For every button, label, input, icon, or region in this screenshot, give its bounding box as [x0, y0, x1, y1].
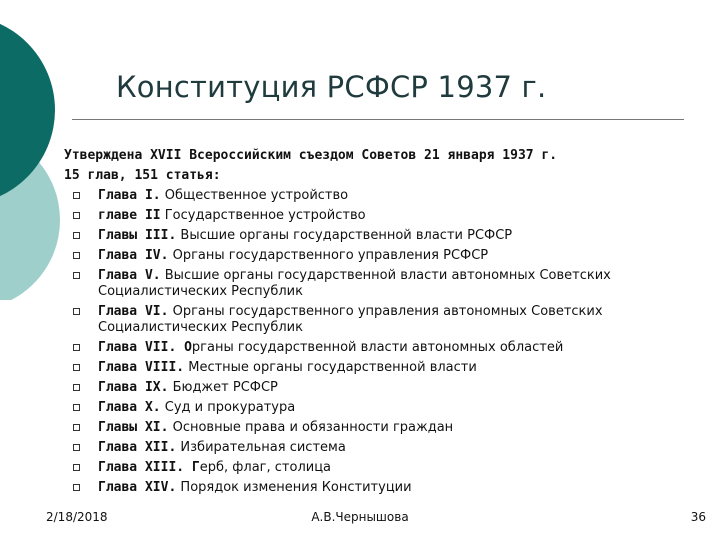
slide-title: Конституция РСФСР 1937 г.	[116, 70, 547, 104]
list-item: Глава V. Высшие органы государственной власти автономных Советских Социалистических Республик	[72, 268, 692, 300]
page-number: 36	[690, 510, 706, 524]
title-divider	[72, 119, 684, 120]
square-bullet-icon	[73, 404, 80, 411]
list-item: Глава X. Суд и прокуратура	[72, 400, 692, 416]
square-bullet-icon	[73, 444, 80, 451]
list-item: Главы XI. Основные права и обязанности граждан	[72, 420, 692, 436]
list-item: Глава VIII. Местные органы государственной власти	[72, 360, 692, 376]
square-bullet-icon	[73, 464, 80, 471]
square-bullet-icon	[73, 344, 80, 351]
list-item: Глава IV. Органы государственного управления РСФСР	[72, 248, 692, 264]
footer-date: 2/18/2018	[46, 510, 108, 524]
square-bullet-icon	[73, 308, 80, 315]
list-item: Глава VII. Органы государственной власти автономных областей	[72, 340, 692, 356]
square-bullet-icon	[73, 424, 80, 431]
chapter-list	[72, 188, 692, 500]
list-item: Глава I. Общественное устройство	[72, 188, 692, 204]
square-bullet-icon	[73, 272, 80, 279]
square-bullet-icon	[73, 212, 80, 219]
square-bullet-icon	[73, 364, 80, 371]
square-bullet-icon	[73, 252, 80, 259]
list-item: Главы III. Высшие органы государственной власти РСФСР	[72, 228, 692, 244]
list-item: Глава XIII. Герб, флаг, столица	[72, 460, 692, 476]
square-bullet-icon	[73, 232, 80, 239]
approval-line: Утверждена XVII Всероссийским съездом Советов 21 января 1937 г.	[64, 148, 558, 163]
list-item: главе II Государственное устройство	[72, 208, 692, 224]
list-item: Глава IX. Бюджет РСФСР	[72, 380, 692, 396]
list-item: Глава XIV. Порядок изменения Конституции	[72, 480, 692, 496]
square-bullet-icon	[73, 192, 80, 199]
list-item: Глава VI. Органы государственного управления автономных Советских Социалистических Республик	[72, 304, 692, 336]
list-item: Глава XII. Избирательная система	[72, 440, 692, 456]
square-bullet-icon	[73, 484, 80, 491]
square-bullet-icon	[73, 384, 80, 391]
structure-line: 15 глав, 151 статья:	[64, 168, 221, 183]
footer-author: А.В.Чернышова	[311, 510, 409, 524]
